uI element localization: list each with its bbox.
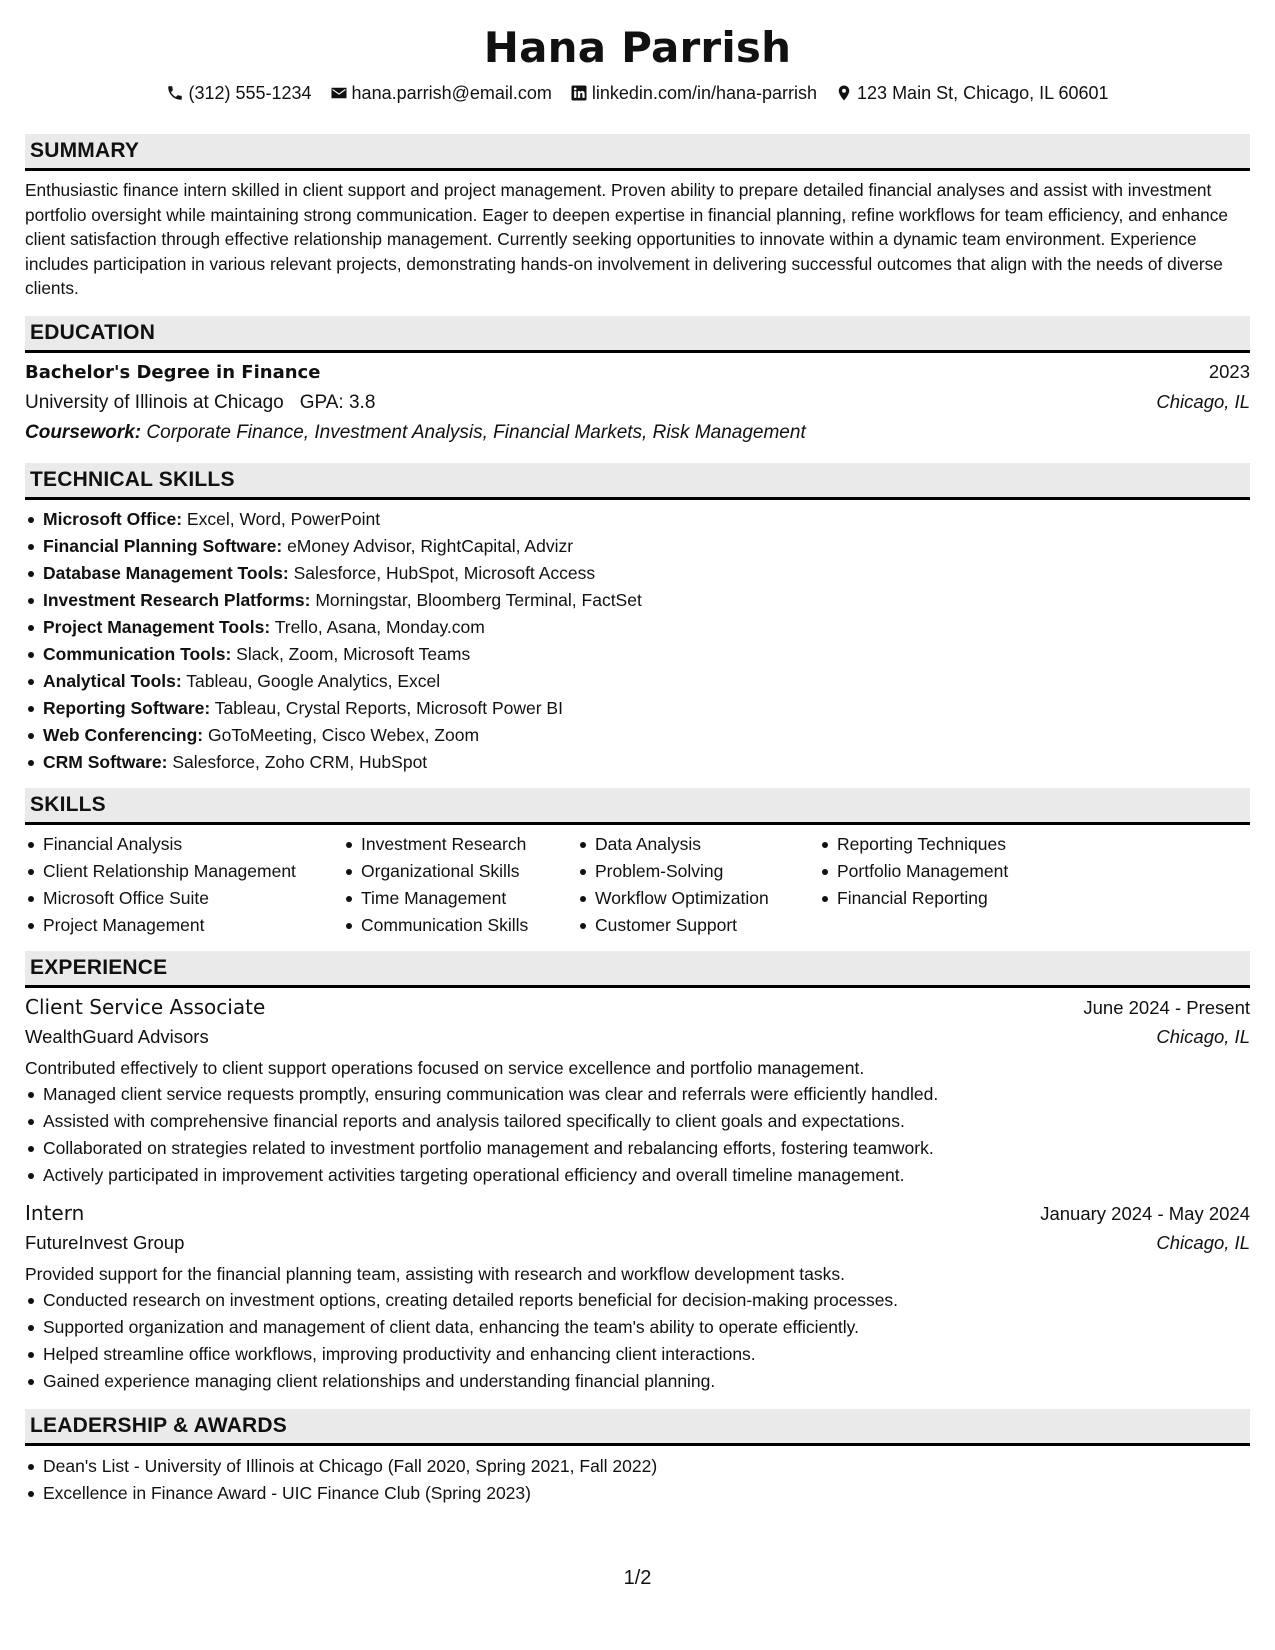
summary-text: Enthusiastic finance intern skilled in client support and project management. Proven ability to prepare detailed financial analyses and assist with investment portfolio oversight while maintaining strong communication. Eager to deepen expertise in financial planning, refine workflows for team efficiency, and enhance client satisfaction through effective relationship management. Currently seeking opportunities to innovate within a dynamic team environment. Experience includes participation in various relevant projects, demonstrating hands-on involvement in delivering successful outcomes that align with the needs of diverse clients. [25,180,1229,299]
list-item [43,695,1250,722]
list-item: Managed client service requests promptly, ensuring communication was clear and referrals were efficiently handled. [43,1081,1250,1108]
skills-column [577,831,819,939]
list-item [43,560,1250,587]
job-company: FutureInvest Group [25,1231,185,1253]
technical-skills-list [25,506,1250,776]
leadership-section [25,1409,1250,1507]
skill-category: Reporting Software: [43,697,211,718]
contact-bar [25,80,1250,106]
resume-page [25,18,1250,1507]
list-item: Workflow Optimization [595,885,819,912]
phone-text: (312) 555-1234 [188,83,312,103]
candidate-name: Hana Parrish [483,23,792,72]
leadership-list [25,1453,1250,1507]
skill-values: Salesforce, Zoho CRM, HubSpot [172,751,428,772]
contact-phone [166,80,311,106]
job-company: WealthGuard Advisors [25,1025,209,1047]
skill-category: Financial Planning Software: [43,535,283,556]
list-item: Project Management [43,912,343,939]
list-item: Gained experience managing client relationships and understanding financial planning. [43,1368,1250,1395]
map-pin-icon [835,84,853,102]
skill-values: Tableau, Google Analytics, Excel [186,670,441,691]
list-item: Communication Skills [361,912,577,939]
skill-category: Analytical Tools: [43,670,182,691]
graduation-year: 2023 [1208,360,1250,382]
degree: Bachelor's Degree in Finance [25,361,321,383]
skills-column [819,831,1097,939]
address-text: 123 Main St, Chicago, IL 60601 [857,83,1109,103]
list-item: Actively participated in improvement activities targeting operational efficiency and overall timeline management. [43,1162,1250,1189]
skills-section [25,788,1250,939]
list-item [43,722,1250,749]
skill-values: Excel, Word, PowerPoint [186,508,381,529]
list-item: Customer Support [595,912,819,939]
skill-values: Trello, Asana, Monday.com [274,616,485,637]
list-item: Conducted research on investment options, creating detailed reports beneficial for decision-making processes. [43,1287,1250,1314]
education-heading: EDUCATION [25,316,1250,353]
page-number: 1/2 [623,1567,652,1589]
linkedin-text: linkedin.com/in/hana-parrish [591,83,818,103]
list-item: Portfolio Management [837,858,1097,885]
list-item: Collaborated on strategies related to investment portfolio management and rebalancing efforts, fostering teamwork. [43,1135,1250,1162]
school [25,388,375,418]
email-text: hana.parrish@email.com [351,83,552,103]
coursework-label: Coursework: [25,421,142,443]
job-summary: Provided support for the financial planning team, assisting with research and workflow development tasks. [25,1263,846,1284]
linkedin-icon [570,84,588,102]
job-title: Client Service Associate [25,994,266,1019]
school-location: Chicago, IL [1156,390,1250,412]
list-item: Investment Research [361,831,577,858]
list-item [43,668,1250,695]
coursework-list: Corporate Finance, Investment Analysis, Financial Markets, Risk Management [146,421,806,443]
list-item [43,749,1250,776]
list-item [43,533,1250,560]
summary-heading: SUMMARY [25,134,1250,171]
skills-heading: SKILLS [25,788,1250,825]
phone-icon [166,84,184,102]
list-item [43,641,1250,668]
contact-address [835,80,1109,106]
job-dates: June 2024 - Present [1083,996,1250,1018]
skills-column [25,831,343,939]
technical-skills-section [25,463,1250,776]
skill-values: Slack, Zoom, Microsoft Teams [236,643,471,664]
experience-heading: EXPERIENCE [25,951,1250,988]
job-bullets [25,1287,1250,1395]
job-summary: Contributed effectively to client support operations focused on service excellence and portfolio management. [25,1057,865,1078]
skills-grid [25,831,1250,939]
skill-category: Project Management Tools: [43,616,271,637]
job-entry [25,1198,1250,1395]
envelope-icon [330,84,348,102]
job-title: Intern [25,1200,85,1225]
job-location: Chicago, IL [1156,1025,1250,1047]
experience-section [25,951,1250,1395]
list-item [43,587,1250,614]
list-item: Client Relationship Management [43,858,343,885]
list-item [43,614,1250,641]
job-entry [25,992,1250,1189]
skill-values: Tableau, Crystal Reports, Microsoft Power BI [214,697,563,718]
list-item: Problem-Solving [595,858,819,885]
list-item: Supported organization and management of client data, enhancing the team's ability to operate efficiently. [43,1314,1250,1341]
skill-values: GoToMeeting, Cisco Webex, Zoom [207,724,480,745]
list-item: Organizational Skills [361,858,577,885]
list-item: Financial Reporting [837,885,1097,912]
technical-skills-heading: TECHNICAL SKILLS [25,463,1250,500]
job-location: Chicago, IL [1156,1231,1250,1253]
skill-category: Web Conferencing: [43,724,204,745]
gpa: GPA: 3.8 [299,391,376,413]
skill-category: Microsoft Office: [43,508,183,529]
contact-linkedin [570,80,817,106]
skill-values: Morningstar, Bloomberg Terminal, FactSet [315,589,642,610]
list-item: Time Management [361,885,577,912]
list-item [43,506,1250,533]
list-item: Helped streamline office workflows, improving productivity and enhancing client interactions. [43,1341,1250,1368]
list-item: Dean's List - University of Illinois at Chicago (Fall 2020, Spring 2021, Fall 2022) [43,1453,1250,1480]
summary-section [25,134,1250,301]
skill-values: eMoney Advisor, RightCapital, Advizr [287,535,574,556]
list-item: Excellence in Finance Award - UIC Finance Club (Spring 2023) [43,1480,1250,1507]
list-item: Assisted with comprehensive financial reports and analysis tailored specifically to client goals and expectations. [43,1108,1250,1135]
list-item: Data Analysis [595,831,819,858]
job-dates: January 2024 - May 2024 [1040,1202,1250,1224]
skill-category: CRM Software: [43,751,168,772]
skill-category: Communication Tools: [43,643,232,664]
list-item: Financial Analysis [43,831,343,858]
contact-email [330,80,552,106]
leadership-heading: LEADERSHIP & AWARDS [25,1409,1250,1446]
coursework [25,418,1250,448]
skill-category: Database Management Tools: [43,562,289,583]
skill-category: Investment Research Platforms: [43,589,311,610]
list-item: Reporting Techniques [837,831,1097,858]
school-name: University of Illinois at Chicago [25,391,284,413]
skill-values: Salesforce, HubSpot, Microsoft Access [293,562,596,583]
education-section [25,316,1250,448]
job-bullets [25,1081,1250,1189]
list-item: Microsoft Office Suite [43,885,343,912]
skills-column [343,831,577,939]
